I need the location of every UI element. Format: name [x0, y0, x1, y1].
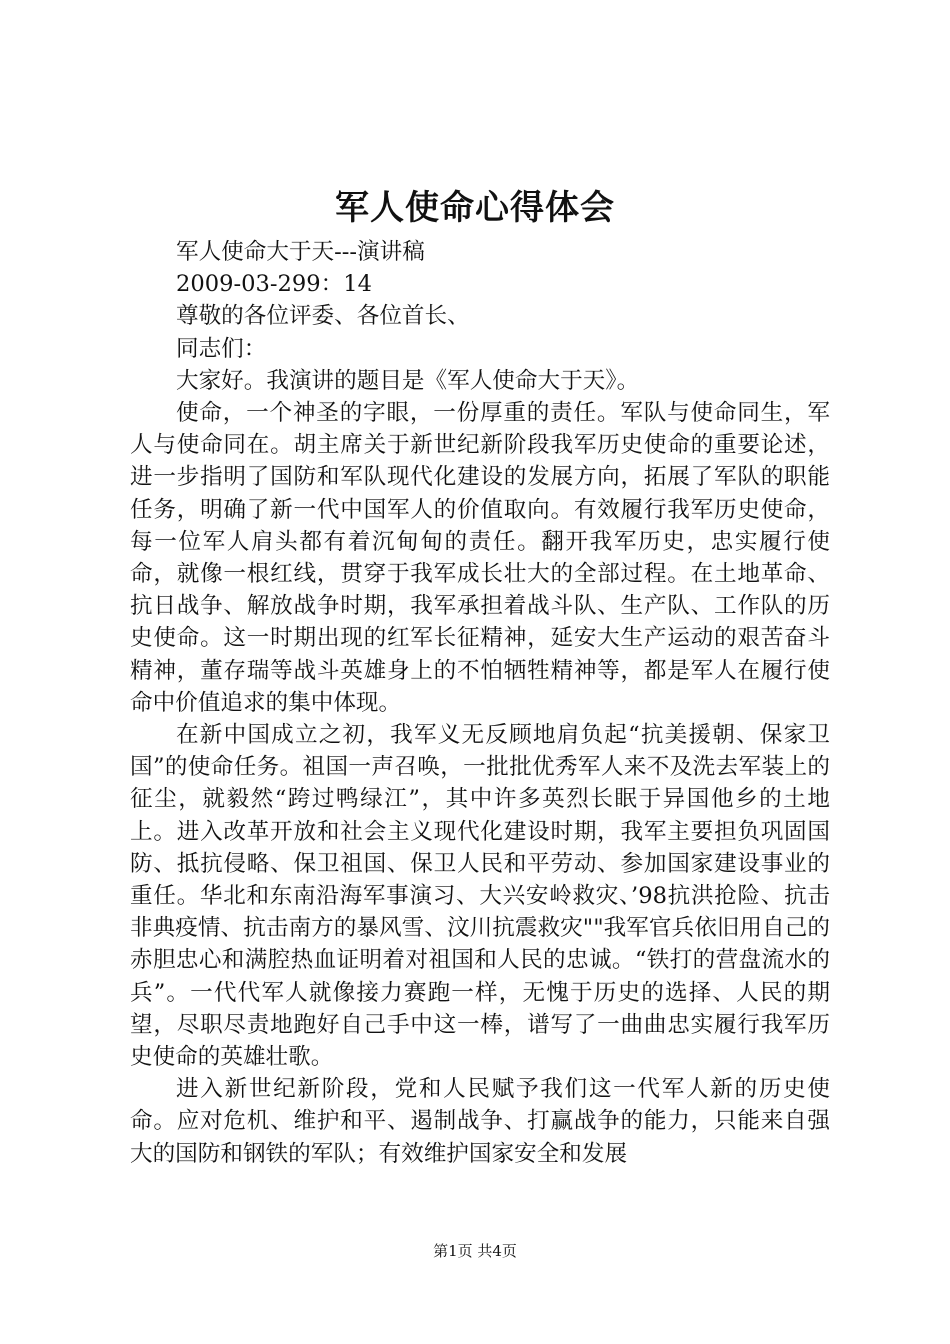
salutation-line-2: 同志们：: [176, 335, 267, 362]
document-body: [130, 236, 830, 1170]
page-footer: 第1页 共4页: [433, 1242, 517, 1260]
salutation-line-1: 尊敬的各位评委、各位首长、: [176, 303, 470, 330]
body-paragraph: 使命，一个神圣的字眼，一份厚重的责任。军队与使命同生，军人与使命同在。胡主席关于新世纪新阶段我军历史使命的重要论述，进一步指明了国防和军队现代化建设的发展方向，拓展了军队的职能任务，明确了新一代中国军人的价值取向。有效履行我军历史使命，每一位军人肩头都有着沉甸甸的责任。翻开我军历史，忠实履行使命，就像一根红线，贯穿于我军成长壮大的全部过程。在土地革命、抗日战争、解放战争时期，我军承担着战斗队、生产队、工作队的历史使命。这一时期出现的红军长征精神，延安大生产运动的艰苦奋斗精神，董存瑞等战斗英雄身上的不怕牺牲精神等，都是军人在履行使命中价值追求的集中体现。: [130, 400, 830, 716]
body-paragraph: 进入新世纪新阶段，党和人民赋予我们这一代军人新的历史使命。应对危机、维护和平、遏制战争、打赢战争的能力，只能来自强大的国防和钢铁的军队；有效维护国家安全和发展: [130, 1076, 830, 1167]
document-title: 军人使命心得体会: [335, 188, 615, 228]
speech-date: 2009-03-299：14: [176, 271, 372, 298]
greeting-paragraph: 大家好。我演讲的题目是《军人使命大于天》。: [176, 367, 640, 394]
body-paragraph: 在新中国成立之初，我军义无反顾地肩负起“抗美援朝、保家卫国”的使命任务。祖国一声召唤，一批批优秀军人来不及洗去军装上的征尘，就毅然“跨过鸭绿江”，其中许多英烈长眠于异国他乡的土地上。进入改革开放和社会主义现代化建设时期，我军主要担负巩固国防、抵抗侵略、保卫祖国、保卫人民和平劳动、参加国家建设事业的重任。华北和东南沿海军事演习、大兴安岭救灾、’98抗洪抢险、抗击非典疫情、抗击南方的暴风雪、汶川抗震救灾""我军官兵依旧用自己的赤胆忠心和满腔热血证明着对祖国和人民的忠诚。“铁打的营盘流水的兵”。一代代军人就像接力赛跑一样，无愧于历史的选择、人民的期望，尽职尽责地跑好自己手中这一棒，谱写了一曲曲忠实履行我军历史使命的英雄壮歌。: [130, 722, 830, 1071]
speech-subtitle: 军人使命大于天---演讲稿: [176, 239, 425, 265]
